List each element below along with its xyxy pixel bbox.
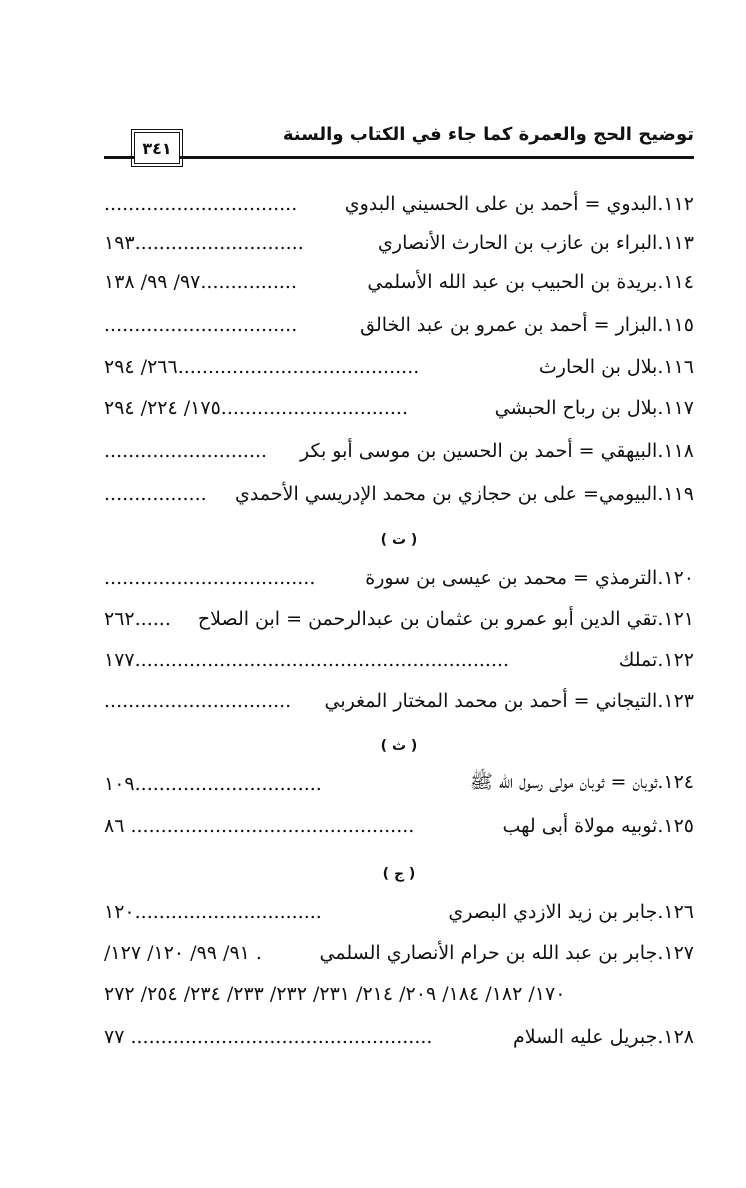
section-heading-jim: ( ج ) [382,866,416,882]
entry-name: ١٢٤.ثوبان = ثوبان مولى رسول الله ﷺ [469,771,694,793]
index-row [104,809,694,843]
entry-name: ١١٤.بريدة بن الحبيب بن عبد الله الأسلمي [367,271,694,293]
entry-pages: . ٩١/ ٩٩/ ١٢٠/ ١٢٧/ [104,942,262,964]
index-row [104,602,694,636]
entry-pages: ..............................................................١٧٧ [104,649,510,671]
index-row [104,265,694,299]
index-row [104,767,694,801]
entry-pages: ...............................١٧٥/ ٢٢٤/ ٢٩٤ [104,397,409,419]
index-row [104,1020,694,1054]
entry-name: ١٢٣.التيجاني = أحمد بن محمد المختار المغربي [324,690,694,712]
entry-name: ١٢٢.تملك [618,649,694,671]
index-row [104,643,694,677]
section-heading-tha: ( ث ) [380,738,418,754]
entry-pages: ................................ [104,314,298,336]
index-row [104,895,694,929]
index-row [104,391,694,425]
header-title: توضيح الحج والعمرة كما جاء في الكتاب والسنة [282,124,694,145]
index-row [104,226,694,260]
entry-pages: ................................ [104,193,298,215]
index-row [104,350,694,384]
entry-pages: ...............................١٢٠ [104,901,322,923]
page-number-box [134,132,180,164]
entry-pages: ............................... [104,690,292,712]
section-heading-ta: ( ت ) [380,532,418,548]
entry-pages: ................٩٧/ ٩٩/ ١٣٨ [104,271,298,293]
page-number: ٣٤١ [142,138,172,158]
entry-pages: ................. [104,483,207,505]
index-row [104,434,694,468]
entry-name: ١١٦.بلال بن الحارث [538,356,694,378]
index-row [104,477,694,511]
entry-pages: ........................... [104,440,268,462]
entry-pages: ............................١٩٣ [104,232,304,254]
entry-name: ١١٨.البيهقي = أحمد بن الحسين بن موسى أبو بكر [300,440,694,462]
index-row [104,187,694,221]
entry-name: ١٢٠.الترمذي = محمد بن عيسى بن سورة [365,567,694,589]
entry-name: ١٢٦.جابر بن زيد الازدي البصري [448,901,694,923]
entry-name: ١١٧.بلال بن رباح الحبشي [494,397,694,419]
entry-name: ١٢١.تقي الدين أبو عمرو بن عثمان بن عبدالرحمن = ابن الصلاح [197,608,694,630]
entry-name: ١١٣.البراء بن عازب بن الحارث الأنصاري [378,232,694,254]
entry-pages: ...............................١٠٩ [104,773,322,795]
entry-name: ١٢٥.ثوبيه مولاة أبى لهب [502,815,694,837]
entry-name: ١٢٨.جبريل عليه السلام [512,1026,694,1048]
entry-pages: ......٢٦٢ [104,608,171,630]
entry-pages: ........................................٢٦٦/ ٢٩٤ [104,356,420,378]
entry-name: ١١٢.البدوي = أحمد بن على الحسيني البدوي [344,193,694,215]
entry-pages: .................................................. ٧٧ [104,1026,433,1048]
entry-name: ١١٥.البزار = أحمد بن عمرو بن عبد الخالق [360,314,694,336]
index-row [104,684,694,718]
entry-name: ١٢٧.جابر بن عبد الله بن حرام الأنصاري السلمي [319,942,694,964]
entry-pages: ١٧٠/ ١٨٢/ ١٨٤/ ٢٠٩/ ٢١٤/ ٢٣١/ ٢٣٢/ ٢٣٣/ ٢٣٤/ ٢٥٤/ ٢٧٢ [104,983,566,1005]
entry-pages: ............................................... ٨٦ [104,815,415,837]
entry-name: ١١٩.البيومي= على بن حجازي بن محمد الإدريسي الأحمدي [235,483,694,505]
header-rule [104,156,694,159]
index-row-continuation [104,977,694,1011]
index-row [104,308,694,342]
index-row [104,561,694,595]
index-row [104,936,694,970]
entry-pages: ................................... [104,567,316,589]
